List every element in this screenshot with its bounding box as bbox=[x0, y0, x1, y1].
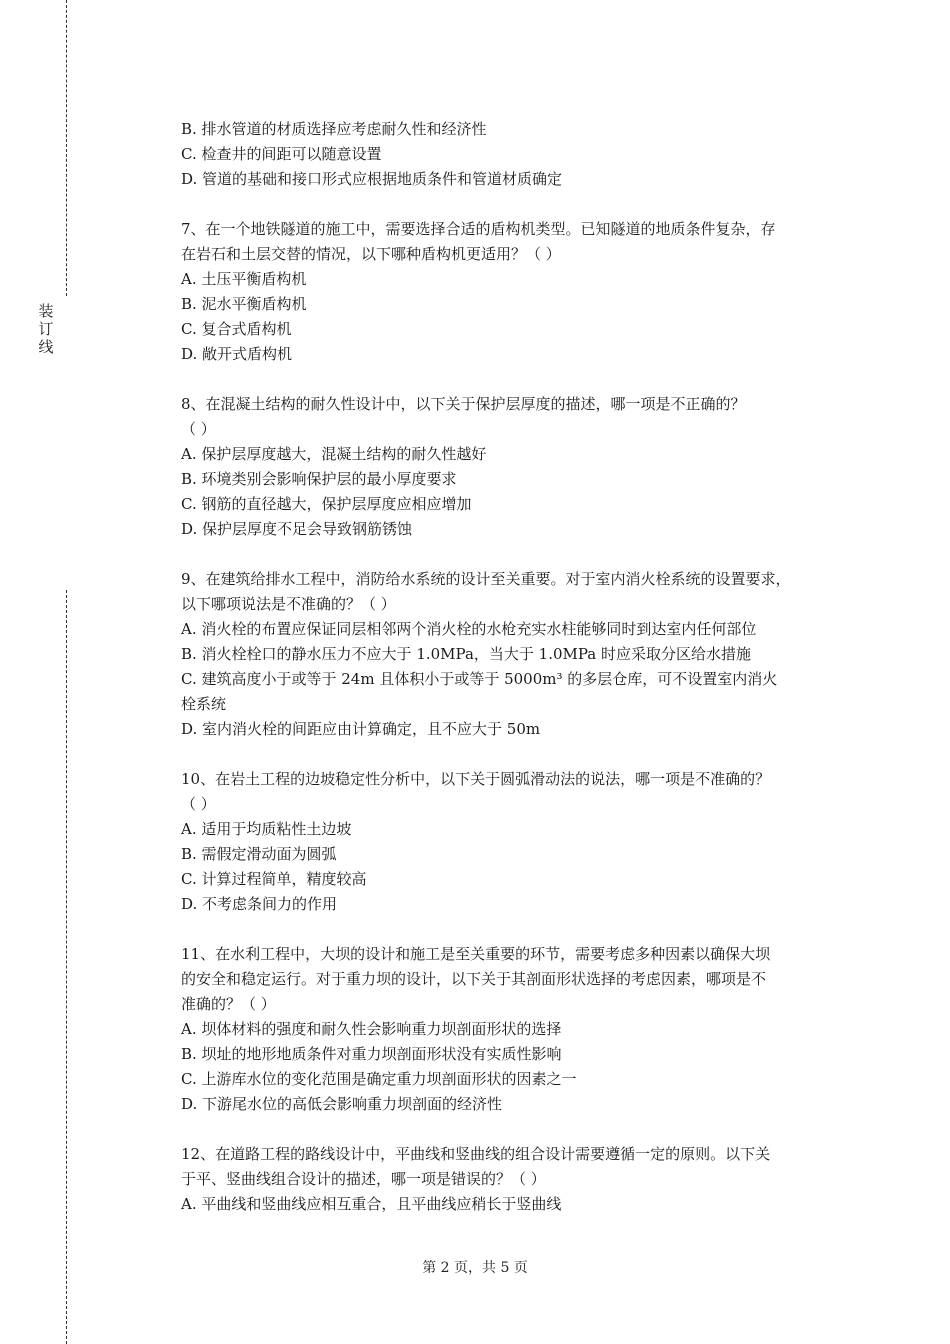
question-text-line: 以下哪项说法是不准确的？（ ） bbox=[181, 595, 396, 613]
question-text-line: （ ） bbox=[181, 420, 216, 438]
page-footer: 第 2 页，共 5 页 bbox=[422, 1260, 528, 1276]
question-text-line: B. 环境类别会影响保护层的最小厚度要求 bbox=[181, 470, 457, 488]
question-text-line: D. 敞开式盾构机 bbox=[181, 345, 293, 363]
question-text-line: A. 适用于均质粘性土边坡 bbox=[181, 820, 352, 838]
question-text-line: C. 建筑高度小于或等于 24m 且体积小于或等于 5000m³ 的多层仓库，可不设置室内消火 bbox=[181, 670, 778, 688]
question-text-line: D. 不考虑条间力的作用 bbox=[181, 895, 338, 913]
question-text-line: C. 检查井的间距可以随意设置 bbox=[181, 145, 382, 163]
question-text-line: B. 需假定滑动面为圆弧 bbox=[181, 845, 337, 863]
question-text-line: A. 消火栓的布置应保证同层相邻两个消火栓的水枪充实水柱能够同时到达室内任何部位 bbox=[181, 620, 757, 638]
question-text-line: 8、在混凝土结构的耐久性设计中，以下关于保护层厚度的描述，哪一项是不正确的？ bbox=[181, 395, 746, 413]
question-text-line: B. 泥水平衡盾构机 bbox=[181, 295, 307, 313]
binding-dashed-line-bottom bbox=[66, 590, 67, 1344]
question-text-line: A. 平曲线和竖曲线应相互重合，且平曲线应稍长于竖曲线 bbox=[181, 1195, 562, 1213]
question-text-line: 于平、竖曲线组合设计的描述，哪一项是错误的？（ ） bbox=[181, 1170, 546, 1188]
binding-label bbox=[36, 302, 56, 356]
question-text-line: B. 消火栓栓口的静水压力不应大于 1.0MPa，当大于 1.0MPa 时应采取分区给水措施 bbox=[181, 645, 752, 663]
question-text-line: B. 排水管道的材质选择应考虑耐久性和经济性 bbox=[181, 120, 487, 138]
binding-label-char: 订 bbox=[38, 320, 54, 338]
question-block bbox=[181, 392, 841, 542]
question-block bbox=[181, 567, 841, 742]
binding-dashed-line-top bbox=[66, 0, 67, 296]
question-text-line: 在岩石和土层交替的情况，以下哪种盾构机更适用？（ ） bbox=[181, 245, 561, 263]
question-block bbox=[181, 217, 841, 367]
question-text-line: C. 复合式盾构机 bbox=[181, 320, 292, 338]
question-block bbox=[181, 942, 841, 1117]
question-text-line: 准确的？（ ） bbox=[181, 995, 276, 1013]
question-text-line: B. 坝址的地形地质条件对重力坝剖面形状没有实质性影响 bbox=[181, 1045, 562, 1063]
question-text-line: D. 保护层厚度不足会导致钢筋锈蚀 bbox=[181, 520, 413, 538]
question-text-line: A. 坝体材料的强度和耐久性会影响重力坝剖面形状的选择 bbox=[181, 1020, 562, 1038]
binding-label-char: 装 bbox=[38, 302, 54, 320]
question-text-line: 11、在水利工程中，大坝的设计和施工是至关重要的环节，需要考虑多种因素以确保大坝 bbox=[181, 945, 771, 963]
question-continuation bbox=[181, 117, 841, 192]
question-text-line: 的安全和稳定运行。对于重力坝的设计，以下关于其剖面形状选择的考虑因素，哪项是不 bbox=[181, 970, 767, 988]
question-text-line: （ ） bbox=[181, 795, 216, 813]
question-text-line: 12、在道路工程的路线设计中，平曲线和竖曲线的组合设计需要遵循一定的原则。以下关 bbox=[181, 1145, 771, 1163]
question-text-line: A. 保护层厚度越大，混凝土结构的耐久性越好 bbox=[181, 445, 487, 463]
question-text-line: D. 管道的基础和接口形式应根据地质条件和管道材质确定 bbox=[181, 170, 563, 188]
question-block bbox=[181, 1142, 841, 1217]
question-text-line: C. 计算过程简单，精度较高 bbox=[181, 870, 367, 888]
binding-label-char: 线 bbox=[38, 338, 54, 356]
question-text-line: D. 下游尾水位的高低会影响重力坝剖面的经济性 bbox=[181, 1095, 503, 1113]
question-text-line: D. 室内消火栓的间距应由计算确定，且不应大于 50m bbox=[181, 720, 541, 738]
question-block bbox=[181, 767, 841, 917]
question-text-line: C. 上游库水位的变化范围是确定重力坝剖面形状的因素之一 bbox=[181, 1070, 577, 1088]
document-body bbox=[181, 117, 841, 1217]
question-text-line: 栓系统 bbox=[181, 695, 227, 713]
question-text-line: 7、在一个地铁隧道的施工中，需要选择合适的盾构机类型。已知隧道的地质条件复杂，存 bbox=[181, 220, 776, 238]
question-text-line: 10、在岩土工程的边坡稳定性分析中，以下关于圆弧滑动法的说法，哪一项是不准确的？ bbox=[181, 770, 771, 788]
question-text-line: C. 钢筋的直径越大，保护层厚度应相应增加 bbox=[181, 495, 472, 513]
question-text-line: 9、在建筑给排水工程中，消防给水系统的设计至关重要。对于室内消火栓系统的设置要求， bbox=[181, 570, 791, 588]
question-text-line: A. 土压平衡盾构机 bbox=[181, 270, 307, 288]
